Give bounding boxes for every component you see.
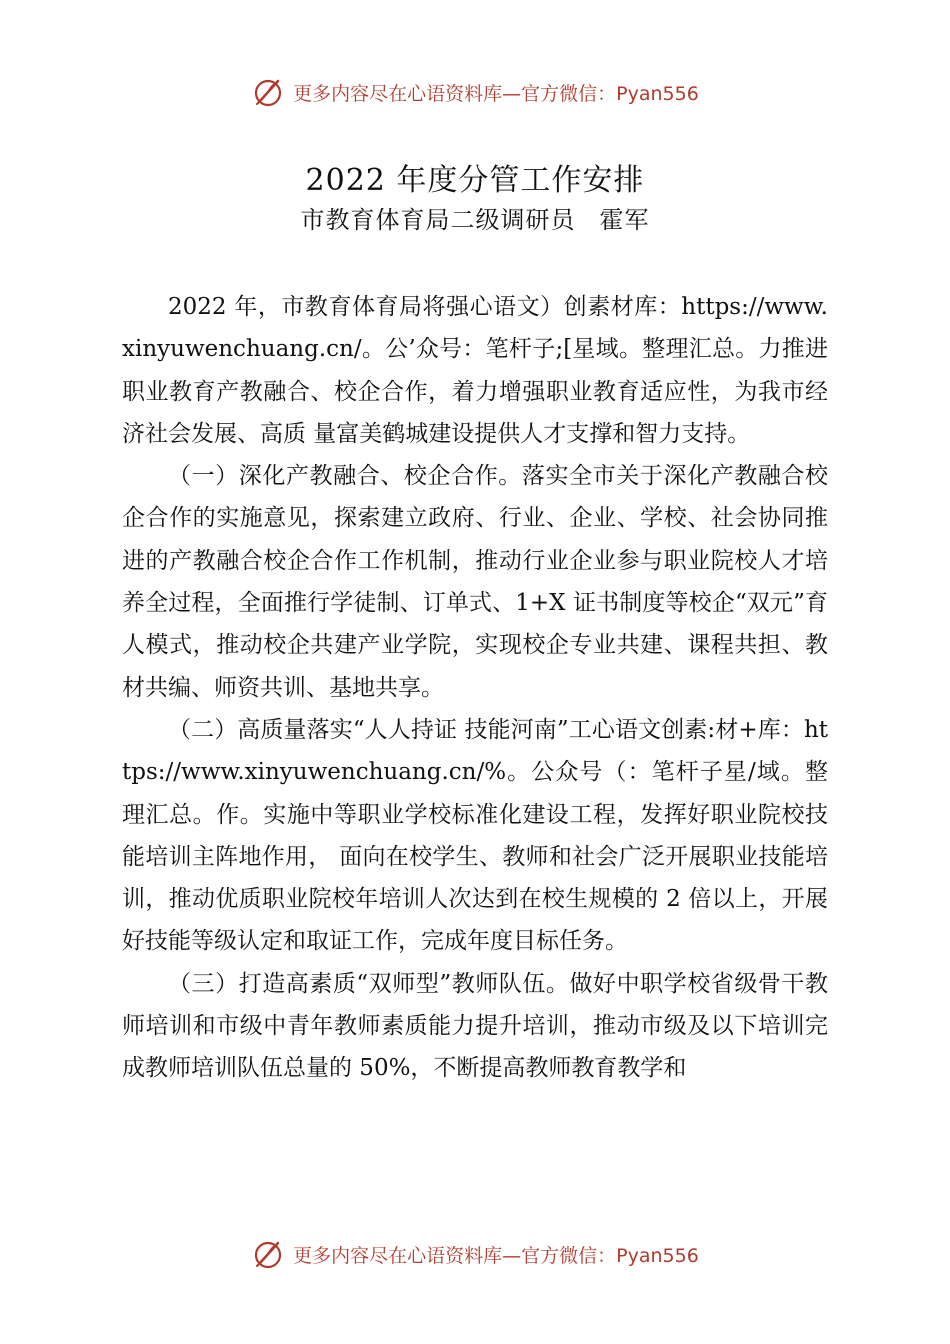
feather-pen-logo-icon xyxy=(251,1237,285,1271)
author-name: 霍军 xyxy=(599,206,650,234)
paragraph-intro: 2022 年，市教育体育局将强心语文）创素材库：https://www.xinyuwenchuang.cn/。公’众号：笔杆子;[星域。整理汇总。力推进职业教育产教融合、校企合作，着力增强职业教育适应性，为我市经济社会发展、高质 量富美鹤城建设提供人才支撑和智力支持。 xyxy=(122,294,828,447)
paragraph-section-1: （一）深化产教融合、校企合作。落实全市关于深化产教融合校企合作的实施意见，探索建立政府、行业、企业、学校、社会协同推进的产教融合校企合作工作机制，推动行业企业参与职业院校人才培养全过程，全面推行学徒制、订单式、1+X 证书制度等校企“双元”育人模式，推动校企共建产业学院，实现校企专业共建、课程共担、教材共编、师资共训、基地共享。 xyxy=(122,463,828,701)
author-organization: 市教育体育局二级调研员 xyxy=(300,206,576,234)
paragraph-section-3: （三）打造高素质“双师型”教师队伍。做好中职学校省级骨干教师培训和市级中青年教师素质能力提升培训，推动市级及以下培训完成教师培训队伍总量的 50%，不断提高教师教育教学和 xyxy=(122,970,828,1082)
document-body xyxy=(122,286,828,1090)
watermark-footer xyxy=(0,1234,950,1274)
watermark-header xyxy=(0,72,950,112)
watermark-text: 更多内容尽在心语资料库—官方微信：Pyan556 xyxy=(293,82,699,105)
paragraph-section-2: （二）高质量落实“人人持证 技能河南”工心语文创素:材+库：https://www.xinyuwenchuang.cn/%。公众号（：笔杆子星/域。整理汇总。作。实施中等职业学校标准化建设工程，发挥好职业院校技能培训主阵地作用， 面向在校学生、教师和社会广泛开展职业技能培训，推动优质职业院校年培训人次达到在校生规模的 2 倍以上，开展好技能等级认定和取证工作，完成年度目标任务。 xyxy=(122,716,828,955)
feather-pen-logo-icon xyxy=(251,75,285,109)
watermark-text: 更多内容尽在心语资料库—官方微信：Pyan556 xyxy=(293,1244,699,1267)
document-author-line xyxy=(0,200,950,235)
document-title: 2022 年度分管工作安排 xyxy=(305,163,645,198)
